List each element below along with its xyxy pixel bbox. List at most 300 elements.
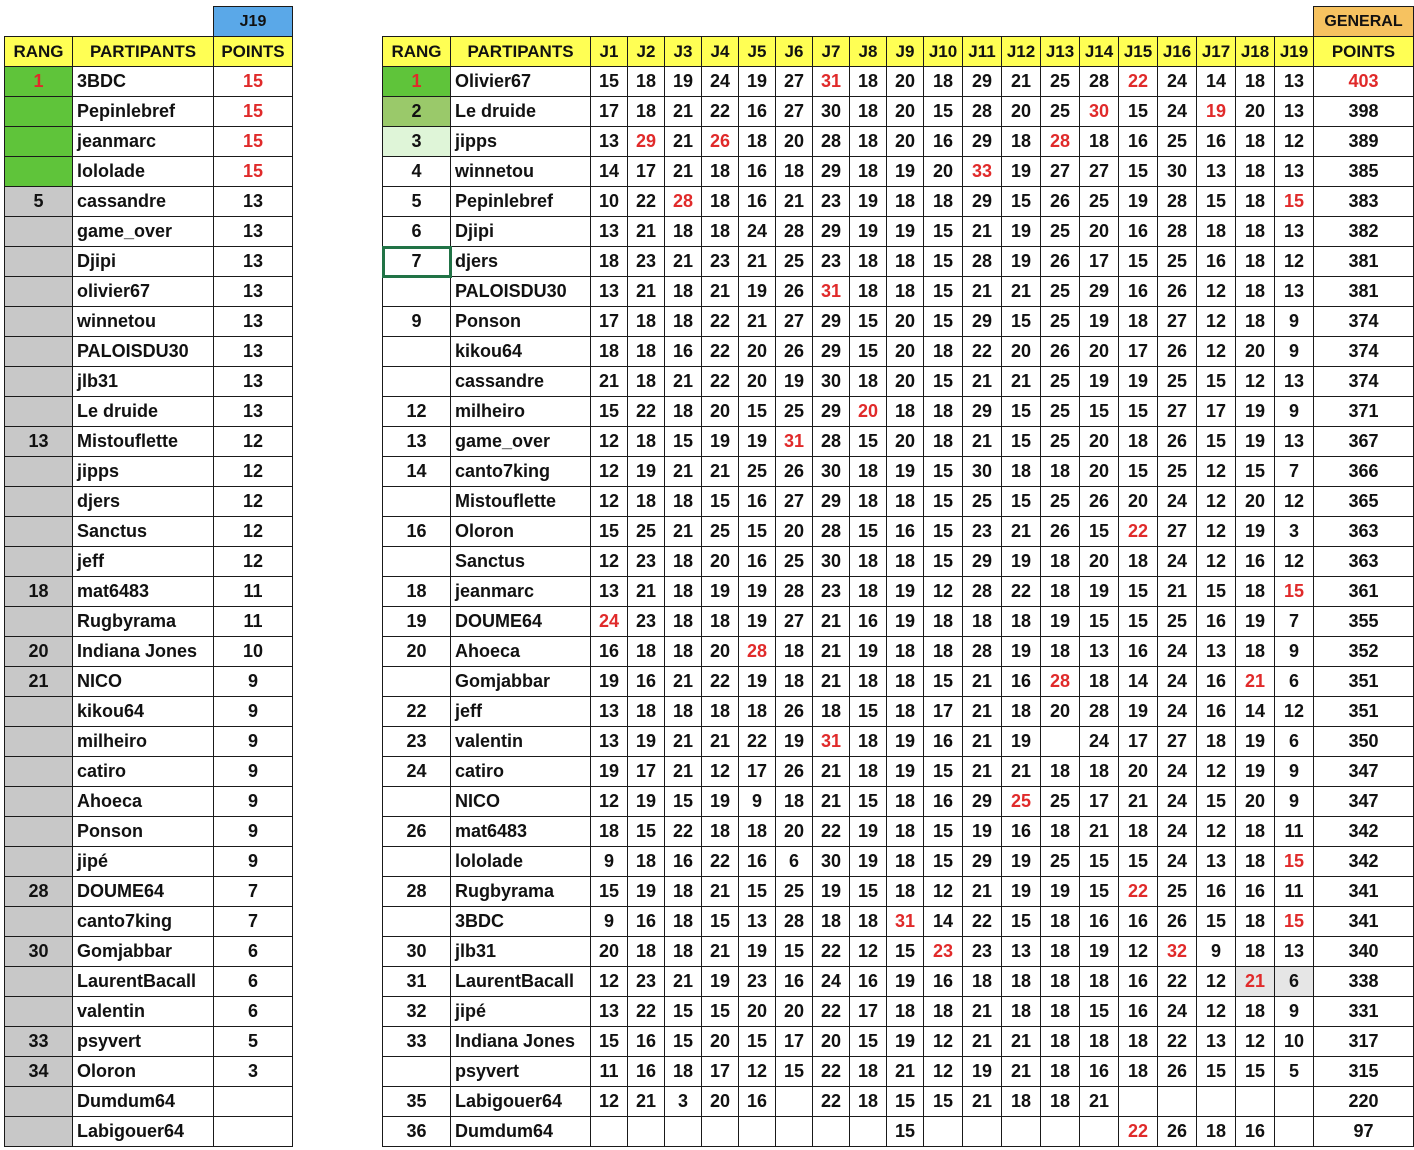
round-score-cell[interactable]: 17 xyxy=(591,97,628,127)
points-cell[interactable]: 5 xyxy=(214,1027,293,1057)
round-score-cell[interactable] xyxy=(591,1117,628,1147)
round-score-cell[interactable]: 15 xyxy=(739,877,776,907)
participant-cell[interactable]: Pepinlebref xyxy=(451,187,591,217)
round-score-cell[interactable]: 21 xyxy=(1002,277,1041,307)
round-score-cell[interactable]: 9 xyxy=(1275,637,1314,667)
round-score-cell[interactable]: 18 xyxy=(850,1087,887,1117)
round-score-cell[interactable]: 21 xyxy=(1002,1057,1041,1087)
round-score-cell[interactable]: 27 xyxy=(776,97,813,127)
participant-cell[interactable]: catiro xyxy=(451,757,591,787)
round-score-cell[interactable]: 17 xyxy=(1080,787,1119,817)
header-j11[interactable]: J11 xyxy=(963,37,1002,67)
round-score-cell[interactable]: 30 xyxy=(813,847,850,877)
participant-cell[interactable]: PALOISDU30 xyxy=(451,277,591,307)
round-score-cell[interactable]: 22 xyxy=(813,1087,850,1117)
total-points-cell[interactable]: 403 xyxy=(1314,67,1414,97)
round-score-cell[interactable]: 25 xyxy=(1002,787,1041,817)
round-score-cell[interactable]: 18 xyxy=(924,67,963,97)
participant-cell[interactable]: valentin xyxy=(73,997,214,1027)
round-score-cell[interactable]: 19 xyxy=(1002,217,1041,247)
round-score-cell[interactable]: 18 xyxy=(850,157,887,187)
round-score-cell[interactable]: 25 xyxy=(963,487,1002,517)
participant-cell[interactable]: jeanmarc xyxy=(451,577,591,607)
round-score-cell[interactable]: 19 xyxy=(850,217,887,247)
points-cell[interactable]: 13 xyxy=(214,397,293,427)
round-score-cell[interactable]: 5 xyxy=(1275,1057,1314,1087)
round-score-cell[interactable] xyxy=(1158,1087,1197,1117)
round-score-cell[interactable]: 25 xyxy=(1041,217,1080,247)
round-score-cell[interactable]: 22 xyxy=(963,337,1002,367)
rank-cell[interactable]: 22 xyxy=(383,697,451,727)
round-score-cell[interactable]: 12 xyxy=(1236,1027,1275,1057)
round-score-cell[interactable]: 18 xyxy=(1080,757,1119,787)
round-score-cell[interactable]: 25 xyxy=(1041,397,1080,427)
round-score-cell[interactable]: 29 xyxy=(813,337,850,367)
round-score-cell[interactable]: 12 xyxy=(591,427,628,457)
blank-cell[interactable] xyxy=(628,7,665,37)
round-score-cell[interactable]: 24 xyxy=(1158,787,1197,817)
round-score-cell[interactable]: 18 xyxy=(813,907,850,937)
header-j4[interactable]: J4 xyxy=(702,37,739,67)
blank-cell[interactable] xyxy=(1197,7,1236,37)
round-score-cell[interactable]: 18 xyxy=(850,1057,887,1087)
round-score-cell[interactable]: 17 xyxy=(924,697,963,727)
round-score-cell[interactable]: 18 xyxy=(591,337,628,367)
rank-cell[interactable]: 5 xyxy=(5,187,73,217)
round-score-cell[interactable]: 18 xyxy=(1197,217,1236,247)
participant-cell[interactable]: Indiana Jones xyxy=(451,1027,591,1057)
points-cell[interactable]: 15 xyxy=(214,97,293,127)
round-score-cell[interactable]: 27 xyxy=(1158,307,1197,337)
participant-cell[interactable]: Gomjabbar xyxy=(73,937,214,967)
round-score-cell[interactable]: 18 xyxy=(1236,67,1275,97)
round-score-cell[interactable]: 25 xyxy=(1158,877,1197,907)
rank-cell[interactable] xyxy=(5,247,73,277)
round-score-cell[interactable]: 18 xyxy=(1002,697,1041,727)
round-score-cell[interactable]: 16 xyxy=(739,487,776,517)
round-score-cell[interactable]: 18 xyxy=(628,487,665,517)
participant-cell[interactable]: DOUME64 xyxy=(451,607,591,637)
round-score-cell[interactable]: 6 xyxy=(776,847,813,877)
round-score-cell[interactable]: 15 xyxy=(924,1087,963,1117)
round-score-cell[interactable]: 24 xyxy=(813,967,850,997)
header-j5[interactable]: J5 xyxy=(739,37,776,67)
round-score-cell[interactable]: 19 xyxy=(1041,877,1080,907)
round-score-cell[interactable]: 19 xyxy=(739,607,776,637)
rank-cell[interactable]: 5 xyxy=(383,187,451,217)
round-score-cell[interactable]: 15 xyxy=(776,937,813,967)
rank-cell[interactable]: 16 xyxy=(383,517,451,547)
round-score-cell[interactable]: 17 xyxy=(628,757,665,787)
total-points-cell[interactable]: 381 xyxy=(1314,277,1414,307)
total-points-cell[interactable]: 317 xyxy=(1314,1027,1414,1057)
round-score-cell[interactable]: 18 xyxy=(1236,127,1275,157)
round-score-cell[interactable]: 18 xyxy=(963,967,1002,997)
total-points-cell[interactable]: 340 xyxy=(1314,937,1414,967)
participant-cell[interactable]: LaurentBacall xyxy=(73,967,214,997)
rank-cell[interactable]: 9 xyxy=(383,307,451,337)
round-score-cell[interactable]: 28 xyxy=(665,187,702,217)
rank-cell[interactable] xyxy=(5,787,73,817)
rank-cell[interactable]: 32 xyxy=(383,997,451,1027)
round-score-cell[interactable]: 25 xyxy=(1041,427,1080,457)
round-score-cell[interactable]: 21 xyxy=(665,97,702,127)
round-score-cell[interactable]: 25 xyxy=(628,517,665,547)
round-score-cell[interactable]: 21 xyxy=(739,307,776,337)
round-score-cell[interactable]: 31 xyxy=(887,907,924,937)
round-score-cell[interactable]: 11 xyxy=(1275,817,1314,847)
round-score-cell[interactable]: 9 xyxy=(1275,337,1314,367)
round-score-cell[interactable]: 25 xyxy=(1041,97,1080,127)
round-score-cell[interactable]: 15 xyxy=(1275,907,1314,937)
total-points-cell[interactable]: 315 xyxy=(1314,1057,1414,1087)
round-score-cell[interactable]: 18 xyxy=(1236,187,1275,217)
round-score-cell[interactable]: 18 xyxy=(887,277,924,307)
points-cell[interactable]: 15 xyxy=(214,157,293,187)
points-cell[interactable]: 12 xyxy=(214,457,293,487)
round-score-cell[interactable]: 15 xyxy=(591,67,628,97)
points-cell[interactable]: 15 xyxy=(214,127,293,157)
round-score-cell[interactable]: 22 xyxy=(739,727,776,757)
round-score-cell[interactable]: 15 xyxy=(1275,847,1314,877)
round-score-cell[interactable]: 16 xyxy=(1236,547,1275,577)
round-score-cell[interactable]: 14 xyxy=(1236,697,1275,727)
rank-cell[interactable]: 33 xyxy=(383,1027,451,1057)
rank-cell[interactable] xyxy=(383,487,451,517)
round-score-cell[interactable]: 10 xyxy=(591,187,628,217)
round-score-cell[interactable]: 15 xyxy=(1002,397,1041,427)
round-score-cell[interactable]: 16 xyxy=(665,337,702,367)
round-score-cell[interactable]: 14 xyxy=(1119,667,1158,697)
round-score-cell[interactable]: 7 xyxy=(1275,457,1314,487)
round-score-cell[interactable]: 20 xyxy=(739,997,776,1027)
round-score-cell[interactable]: 21 xyxy=(963,727,1002,757)
round-score-cell[interactable]: 18 xyxy=(702,157,739,187)
total-points-cell[interactable]: 367 xyxy=(1314,427,1414,457)
round-score-cell[interactable]: 26 xyxy=(1041,247,1080,277)
round-score-cell[interactable]: 12 xyxy=(924,1027,963,1057)
round-score-cell[interactable]: 21 xyxy=(1002,757,1041,787)
participant-cell[interactable]: jeff xyxy=(451,697,591,727)
round-score-cell[interactable]: 18 xyxy=(1197,727,1236,757)
rank-cell[interactable]: 2 xyxy=(383,97,451,127)
blank-cell[interactable] xyxy=(665,7,702,37)
total-points-cell[interactable]: 97 xyxy=(1314,1117,1414,1147)
round-score-cell[interactable]: 31 xyxy=(813,277,850,307)
round-score-cell[interactable]: 21 xyxy=(628,277,665,307)
round-score-cell[interactable]: 26 xyxy=(1158,1057,1197,1087)
participant-cell[interactable]: Ahoeca xyxy=(73,787,214,817)
round-score-cell[interactable]: 15 xyxy=(850,1027,887,1057)
round-score-cell[interactable]: 22 xyxy=(702,847,739,877)
total-points-cell[interactable]: 361 xyxy=(1314,577,1414,607)
rank-cell[interactable]: 31 xyxy=(383,967,451,997)
round-score-cell[interactable] xyxy=(1080,1117,1119,1147)
round-score-cell[interactable]: 20 xyxy=(1236,337,1275,367)
total-points-cell[interactable]: 220 xyxy=(1314,1087,1414,1117)
round-score-cell[interactable]: 16 xyxy=(850,607,887,637)
round-score-cell[interactable]: 20 xyxy=(702,637,739,667)
round-score-cell[interactable]: 26 xyxy=(1158,277,1197,307)
round-score-cell[interactable]: 29 xyxy=(813,157,850,187)
round-score-cell[interactable]: 20 xyxy=(591,937,628,967)
round-score-cell[interactable]: 15 xyxy=(1197,577,1236,607)
round-score-cell[interactable]: 18 xyxy=(1002,607,1041,637)
round-score-cell[interactable]: 25 xyxy=(1158,247,1197,277)
round-score-cell[interactable]: 22 xyxy=(702,667,739,697)
rank-cell[interactable]: 30 xyxy=(5,937,73,967)
participant-cell[interactable]: milheiro xyxy=(451,397,591,427)
round-score-cell[interactable]: 18 xyxy=(924,187,963,217)
round-score-cell[interactable]: 20 xyxy=(702,1027,739,1057)
round-score-cell[interactable]: 18 xyxy=(887,547,924,577)
round-score-cell[interactable]: 15 xyxy=(1197,367,1236,397)
round-score-cell[interactable]: 6 xyxy=(1275,727,1314,757)
round-score-cell[interactable]: 18 xyxy=(1119,307,1158,337)
blank-cell[interactable] xyxy=(887,7,924,37)
round-score-cell[interactable]: 12 xyxy=(1275,697,1314,727)
round-score-cell[interactable]: 20 xyxy=(776,817,813,847)
round-score-cell[interactable]: 22 xyxy=(628,997,665,1027)
round-score-cell[interactable]: 21 xyxy=(963,1027,1002,1057)
total-points-cell[interactable]: 350 xyxy=(1314,727,1414,757)
participant-cell[interactable]: Mistouflette xyxy=(451,487,591,517)
round-score-cell[interactable]: 16 xyxy=(665,847,702,877)
round-score-cell[interactable]: 15 xyxy=(1197,1057,1236,1087)
round-score-cell[interactable]: 27 xyxy=(776,487,813,517)
round-score-cell[interactable]: 30 xyxy=(1158,157,1197,187)
round-score-cell[interactable]: 18 xyxy=(628,307,665,337)
round-score-cell[interactable]: 15 xyxy=(1002,427,1041,457)
points-cell[interactable]: 9 xyxy=(214,817,293,847)
round-score-cell[interactable]: 15 xyxy=(591,1027,628,1057)
round-score-cell[interactable]: 12 xyxy=(1197,997,1236,1027)
round-score-cell[interactable]: 20 xyxy=(887,127,924,157)
round-score-cell[interactable]: 19 xyxy=(1002,637,1041,667)
round-score-cell[interactable]: 15 xyxy=(1002,907,1041,937)
round-score-cell[interactable]: 15 xyxy=(850,427,887,457)
total-points-cell[interactable]: 351 xyxy=(1314,667,1414,697)
round-score-cell[interactable]: 26 xyxy=(1158,1117,1197,1147)
round-score-cell[interactable]: 22 xyxy=(665,817,702,847)
round-score-cell[interactable]: 25 xyxy=(1041,277,1080,307)
participant-cell[interactable]: jipé xyxy=(451,997,591,1027)
round-score-cell[interactable]: 20 xyxy=(702,1087,739,1117)
round-score-cell[interactable]: 26 xyxy=(1158,427,1197,457)
round-score-cell[interactable]: 18 xyxy=(1119,427,1158,457)
points-cell[interactable]: 9 xyxy=(214,727,293,757)
round-score-cell[interactable]: 18 xyxy=(850,127,887,157)
round-score-cell[interactable]: 22 xyxy=(813,817,850,847)
round-score-cell[interactable]: 17 xyxy=(776,1027,813,1057)
round-score-cell[interactable]: 21 xyxy=(628,217,665,247)
round-score-cell[interactable]: 12 xyxy=(591,787,628,817)
participant-cell[interactable]: psyvert xyxy=(73,1027,214,1057)
round-score-cell[interactable]: 16 xyxy=(850,967,887,997)
blank-cell[interactable] xyxy=(1041,7,1080,37)
round-score-cell[interactable]: 15 xyxy=(702,907,739,937)
round-score-cell[interactable]: 19 xyxy=(1236,757,1275,787)
round-score-cell[interactable]: 21 xyxy=(963,367,1002,397)
round-score-cell[interactable]: 21 xyxy=(1236,667,1275,697)
round-score-cell[interactable]: 7 xyxy=(1275,607,1314,637)
round-score-cell[interactable]: 18 xyxy=(1119,1027,1158,1057)
round-score-cell[interactable]: 28 xyxy=(1080,67,1119,97)
round-score-cell[interactable]: 19 xyxy=(702,577,739,607)
round-score-cell[interactable]: 6 xyxy=(1275,667,1314,697)
participant-cell[interactable]: valentin xyxy=(451,727,591,757)
participant-cell[interactable]: cassandre xyxy=(73,187,214,217)
round-score-cell[interactable]: 16 xyxy=(628,1027,665,1057)
round-score-cell[interactable]: 12 xyxy=(1197,277,1236,307)
round-score-cell[interactable]: 15 xyxy=(924,547,963,577)
round-score-cell[interactable]: 31 xyxy=(813,727,850,757)
points-cell[interactable]: 15 xyxy=(214,67,293,97)
rank-cell[interactable]: 30 xyxy=(383,937,451,967)
round-score-cell[interactable]: 18 xyxy=(850,667,887,697)
participant-cell[interactable]: Sanctus xyxy=(451,547,591,577)
round-score-cell[interactable]: 22 xyxy=(813,1057,850,1087)
round-score-cell[interactable]: 16 xyxy=(887,517,924,547)
round-score-cell[interactable]: 18 xyxy=(887,667,924,697)
rank-cell[interactable] xyxy=(383,847,451,877)
round-score-cell[interactable]: 18 xyxy=(591,247,628,277)
round-score-cell[interactable]: 21 xyxy=(963,427,1002,457)
round-score-cell[interactable]: 18 xyxy=(665,277,702,307)
round-score-cell[interactable]: 19 xyxy=(1002,157,1041,187)
round-score-cell[interactable]: 15 xyxy=(1002,187,1041,217)
round-score-cell[interactable]: 15 xyxy=(665,997,702,1027)
blank-cell[interactable] xyxy=(739,7,776,37)
round-score-cell[interactable]: 12 xyxy=(591,1087,628,1117)
total-points-cell[interactable]: 371 xyxy=(1314,397,1414,427)
round-score-cell[interactable]: 31 xyxy=(813,67,850,97)
rank-cell[interactable]: 4 xyxy=(383,157,451,187)
round-score-cell[interactable]: 24 xyxy=(1158,997,1197,1027)
round-score-cell[interactable]: 19 xyxy=(739,67,776,97)
round-score-cell[interactable]: 19 xyxy=(1197,97,1236,127)
round-score-cell[interactable]: 15 xyxy=(1002,487,1041,517)
points-cell[interactable]: 11 xyxy=(214,577,293,607)
round-score-cell[interactable]: 13 xyxy=(1197,1027,1236,1057)
round-score-cell[interactable]: 17 xyxy=(739,757,776,787)
round-score-cell[interactable]: 18 xyxy=(739,697,776,727)
round-score-cell[interactable]: 18 xyxy=(1080,1027,1119,1057)
round-score-cell[interactable]: 18 xyxy=(887,787,924,817)
round-score-cell[interactable]: 18 xyxy=(739,817,776,847)
round-score-cell[interactable]: 25 xyxy=(776,397,813,427)
participant-cell[interactable]: jeanmarc xyxy=(73,127,214,157)
round-score-cell[interactable]: 16 xyxy=(924,967,963,997)
points-cell[interactable]: 6 xyxy=(214,967,293,997)
rank-cell[interactable] xyxy=(5,157,73,187)
rank-cell[interactable]: 6 xyxy=(383,217,451,247)
round-score-cell[interactable]: 16 xyxy=(1236,877,1275,907)
round-score-cell[interactable]: 12 xyxy=(739,1057,776,1087)
round-score-cell[interactable]: 18 xyxy=(776,667,813,697)
round-score-cell[interactable]: 20 xyxy=(887,307,924,337)
round-score-cell[interactable]: 20 xyxy=(1119,757,1158,787)
round-score-cell[interactable] xyxy=(1041,1117,1080,1147)
round-score-cell[interactable]: 13 xyxy=(1275,427,1314,457)
round-score-cell[interactable]: 25 xyxy=(1158,457,1197,487)
round-score-cell[interactable]: 18 xyxy=(1236,217,1275,247)
points-cell[interactable]: 9 xyxy=(214,847,293,877)
round-score-cell[interactable] xyxy=(628,1117,665,1147)
round-score-cell[interactable]: 29 xyxy=(963,307,1002,337)
round-score-cell[interactable]: 15 xyxy=(924,487,963,517)
round-score-cell[interactable]: 20 xyxy=(739,337,776,367)
round-score-cell[interactable]: 19 xyxy=(1236,427,1275,457)
round-score-cell[interactable]: 15 xyxy=(850,517,887,547)
points-cell[interactable]: 13 xyxy=(214,367,293,397)
round-score-cell[interactable]: 18 xyxy=(1236,637,1275,667)
round-score-cell[interactable]: 15 xyxy=(1197,787,1236,817)
round-score-cell[interactable]: 24 xyxy=(1158,97,1197,127)
round-score-cell[interactable]: 21 xyxy=(963,757,1002,787)
round-score-cell[interactable]: 18 xyxy=(628,697,665,727)
round-score-cell[interactable]: 18 xyxy=(813,697,850,727)
round-score-cell[interactable]: 18 xyxy=(665,907,702,937)
round-score-cell[interactable]: 24 xyxy=(1158,547,1197,577)
points-cell[interactable]: 9 xyxy=(214,757,293,787)
round-score-cell[interactable]: 22 xyxy=(702,97,739,127)
points-cell[interactable]: 6 xyxy=(214,937,293,967)
round-score-cell[interactable]: 29 xyxy=(963,187,1002,217)
round-score-cell[interactable]: 15 xyxy=(1119,457,1158,487)
round-score-cell[interactable]: 21 xyxy=(1002,517,1041,547)
round-score-cell[interactable] xyxy=(963,1117,1002,1147)
round-score-cell[interactable]: 15 xyxy=(1119,847,1158,877)
points-cell[interactable]: 9 xyxy=(214,697,293,727)
round-score-cell[interactable]: 33 xyxy=(963,157,1002,187)
rank-cell[interactable]: 20 xyxy=(383,637,451,667)
participant-cell[interactable]: Dumdum64 xyxy=(73,1087,214,1117)
header-j1[interactable]: J1 xyxy=(591,37,628,67)
participant-cell[interactable]: Olivier67 xyxy=(451,67,591,97)
round-score-cell[interactable]: 20 xyxy=(887,337,924,367)
round-score-cell[interactable]: 28 xyxy=(776,217,813,247)
round-score-cell[interactable]: 20 xyxy=(1002,337,1041,367)
round-score-cell[interactable]: 21 xyxy=(813,787,850,817)
round-score-cell[interactable]: 27 xyxy=(1158,397,1197,427)
points-cell[interactable]: 7 xyxy=(214,877,293,907)
round-score-cell[interactable]: 25 xyxy=(776,547,813,577)
total-points-cell[interactable]: 352 xyxy=(1314,637,1414,667)
participant-cell[interactable]: mat6483 xyxy=(451,817,591,847)
round-score-cell[interactable]: 15 xyxy=(1080,877,1119,907)
round-score-cell[interactable]: 21 xyxy=(665,517,702,547)
rank-cell[interactable] xyxy=(383,367,451,397)
round-score-cell[interactable]: 18 xyxy=(887,187,924,217)
round-score-cell[interactable]: 22 xyxy=(1002,577,1041,607)
round-score-cell[interactable]: 21 xyxy=(1002,67,1041,97)
round-score-cell[interactable]: 29 xyxy=(963,847,1002,877)
total-points-cell[interactable]: 389 xyxy=(1314,127,1414,157)
round-score-cell[interactable]: 18 xyxy=(628,847,665,877)
participant-cell[interactable]: Labigouer64 xyxy=(73,1117,214,1147)
round-score-cell[interactable]: 28 xyxy=(963,577,1002,607)
round-score-cell[interactable]: 16 xyxy=(591,637,628,667)
round-score-cell[interactable]: 17 xyxy=(1119,727,1158,757)
round-score-cell[interactable]: 26 xyxy=(776,757,813,787)
round-score-cell[interactable]: 24 xyxy=(1158,667,1197,697)
round-score-cell[interactable]: 28 xyxy=(776,577,813,607)
round-score-cell[interactable]: 20 xyxy=(1119,487,1158,517)
round-score-cell[interactable]: 16 xyxy=(1197,877,1236,907)
round-score-cell[interactable]: 18 xyxy=(628,367,665,397)
round-score-cell[interactable]: 18 xyxy=(1041,457,1080,487)
